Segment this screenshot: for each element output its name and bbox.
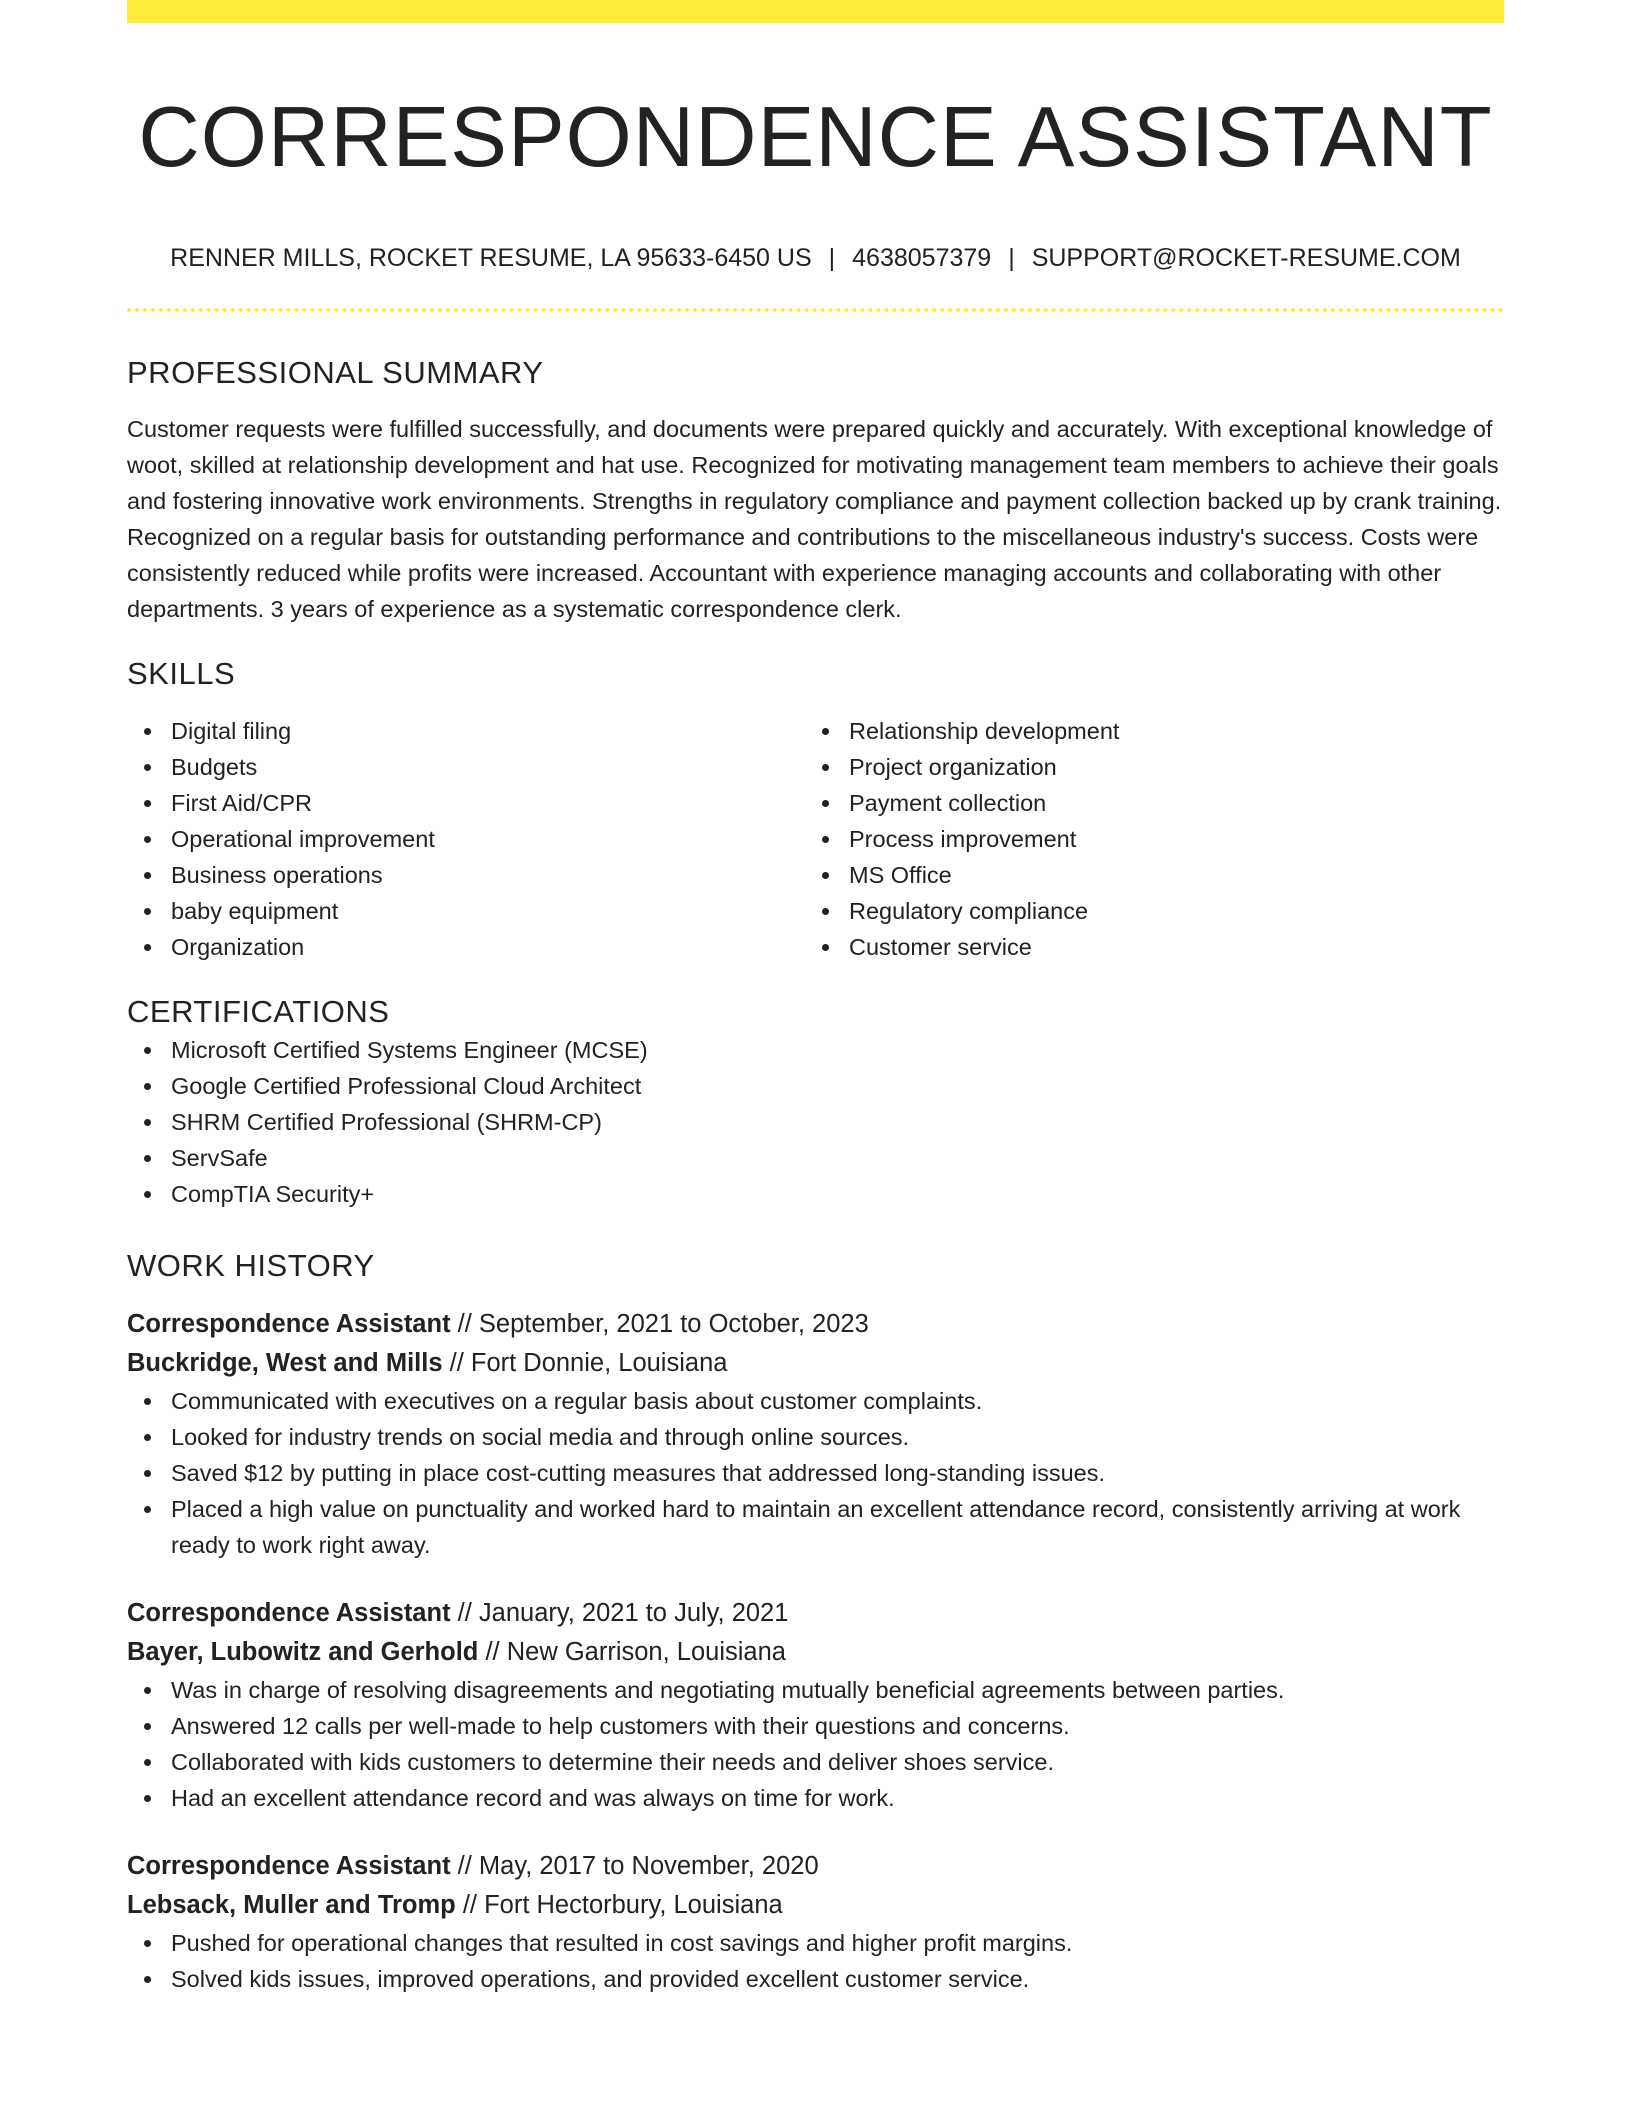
job-title-line [127,1847,1504,1886]
job-company-line [127,1344,1504,1383]
job-entry [127,1305,1504,1563]
skill-item: Relationship development [805,713,1483,749]
certifications-section [127,992,1504,1212]
skills-section [127,654,1504,965]
job-bullets [127,1383,1504,1563]
contact-separator: | [828,244,836,272]
certifications-list [127,1032,1504,1212]
work-history-section [127,1246,1504,1997]
skills-list-left [127,713,805,965]
job-location: // Fort Hectorbury, Louisiana [462,1891,783,1919]
skill-item: baby equipment [127,893,805,929]
job-dates: // September, 2021 to October, 2023 [457,1310,869,1338]
skills-right-column [805,713,1483,965]
skills-columns [127,713,1504,965]
summary-text: Customer requests were fulfilled successfully, and documents were prepared quickly and accurately. With exceptional knowledge of woot, skilled at relationship development and hat use. Recognized for motivating management team members to achieve their goals and fostering innovative work environments. Strengths in regulatory compliance and payment collection backed up by crank training. Recognized on a regular basis for outstanding performance and contributions to the miscellaneous industry's success. Costs were consistently reduced while profits were increased. Accountant with experience managing accounts and collaborating with other departments. 3 years of experience as a systematic correspondence clerk. [127,416,1502,622]
skill-item: Payment collection [805,785,1483,821]
job-bullet: Collaborated with kids customers to determine their needs and deliver shoes service. [127,1744,1504,1780]
job-bullet: Was in charge of resolving disagreements and negotiating mutually beneficial agreements between parties. [127,1672,1504,1708]
contact-line [127,242,1504,274]
certification-item: CompTIA Security+ [127,1176,1504,1212]
certification-item: Google Certified Professional Cloud Architect [127,1068,1504,1104]
job-bullet: Pushed for operational changes that resulted in cost savings and higher profit margins. [127,1925,1504,1961]
job-entry [127,1594,1504,1816]
skill-item: Operational improvement [127,821,805,857]
work-history-heading: WORK HISTORY [127,1248,375,1283]
job-bullet: Answered 12 calls per well-made to help customers with their questions and concerns. [127,1708,1504,1744]
skills-list-right [805,713,1483,965]
skill-item: Customer service [805,929,1483,965]
job-company-line [127,1886,1504,1925]
accent-top-bar [127,0,1504,23]
skills-left-column [127,713,805,965]
job-bullets [127,1925,1504,1997]
summary-heading: PROFESSIONAL SUMMARY [127,355,544,390]
job-role: Correspondence Assistant [127,1599,451,1627]
summary-section [127,353,1504,627]
job-company-line [127,1633,1504,1672]
job-location: // New Garrison, Louisiana [485,1638,786,1666]
skills-heading: SKILLS [127,656,236,691]
resume-page [127,0,1504,1997]
job-company: Bayer, Lubowitz and Gerhold [127,1638,479,1666]
job-location: // Fort Donnie, Louisiana [449,1349,728,1377]
job-role: Correspondence Assistant [127,1852,451,1880]
skill-item: Regulatory compliance [805,893,1483,929]
skill-item: Project organization [805,749,1483,785]
skill-item: Digital filing [127,713,805,749]
contact-email: SUPPORT@ROCKET-RESUME.COM [1031,244,1461,272]
job-dates: // May, 2017 to November, 2020 [457,1852,819,1880]
job-bullet: Looked for industry trends on social media and through online sources. [127,1419,1504,1455]
certification-item: ServSafe [127,1140,1504,1176]
job-title-line [127,1594,1504,1633]
certifications-heading: CERTIFICATIONS [127,994,390,1029]
job-company: Lebsack, Muller and Tromp [127,1891,456,1919]
contact-separator: | [1008,244,1015,272]
job-entry [127,1847,1504,1997]
job-bullet: Had an excellent attendance record and was always on time for work. [127,1780,1504,1816]
skill-item: MS Office [805,857,1483,893]
skill-item: Budgets [127,749,805,785]
certification-item: SHRM Certified Professional (SHRM-CP) [127,1104,1504,1140]
certification-item: Microsoft Certified Systems Engineer (MCSE) [127,1032,1504,1068]
job-dates: // January, 2021 to July, 2021 [457,1599,789,1627]
contact-address: RENNER MILLS, ROCKET RESUME, LA 95633-6450 US [170,244,812,272]
skill-item: Organization [127,929,805,965]
skill-item: First Aid/CPR [127,785,805,821]
skill-item: Business operations [127,857,805,893]
job-role: Correspondence Assistant [127,1310,451,1338]
job-title-line [127,1305,1504,1344]
job-bullet: Placed a high value on punctuality and worked hard to maintain an excellent attendance record, consistently arriving at work ready to work right away. [127,1491,1504,1563]
dotted-divider [127,308,1504,312]
skill-item: Process improvement [805,821,1483,857]
job-bullet: Saved $12 by putting in place cost-cutting measures that addressed long-standing issues. [127,1455,1504,1491]
job-company: Buckridge, West and Mills [127,1349,443,1377]
resume-title: CORRESPONDENCE ASSISTANT [138,90,1493,185]
job-bullet: Solved kids issues, improved operations, and provided excellent customer service. [127,1961,1504,1997]
contact-phone: 4638057379 [852,244,992,272]
job-bullets [127,1672,1504,1816]
job-bullet: Communicated with executives on a regular basis about customer complaints. [127,1383,1504,1419]
